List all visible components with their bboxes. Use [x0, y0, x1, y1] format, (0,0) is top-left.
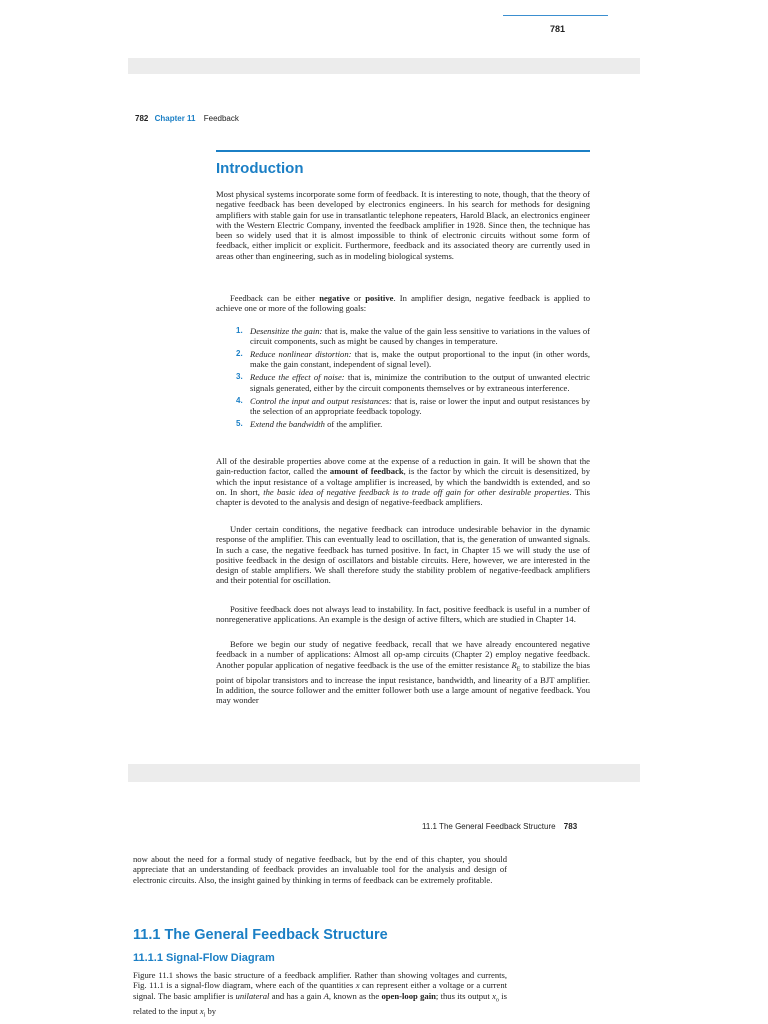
section-title: 11.1 The General Feedback Structure	[422, 822, 556, 831]
page-number: 783	[563, 822, 578, 831]
item-text: that is, make the output proportional to the input (in other words, make the gain constant, independent of signal level).	[250, 349, 591, 370]
emphasis-text: the basic idea of negative feedback is to trade off gain for other desirable properties	[263, 486, 570, 497]
item-number: 2.	[236, 349, 243, 359]
paragraph-text: Most physical systems incorporate some form of feedback. It is interesting to note, though, that the theory of negative feedback has been developed by electronics engineers. In his search for methods for designing amplifiers with stable gain for use in transatlantic telephone repeaters, Harold Black, an electronics engineer with the Western Electric Company, invented the feedback amplifier in 1928. Since then, the technique has been so widely used that it is almost impossible to think of electronic circuits without some form of feedback, either implicit or explicit. Furthermore, feedback and its associated theory are currently used in areas other than engineering, such as in modeling biological systems.	[216, 189, 590, 261]
item-term: Extend the bandwidth	[250, 418, 325, 429]
item-term: Control the input and output resistances:	[250, 395, 392, 406]
emphasis-unilateral: unilateral	[235, 990, 270, 1001]
goals-list	[236, 326, 590, 432]
paragraph-text: now about the need for a formal study of negative feedback, but by the end of this chapter, you should appreciate that an understanding of feedback provides an invaluable tool for the analysis and design of electronic circuits. Also, the insight gained by thinking in terms of feedback can be extremely profitable.	[133, 854, 507, 885]
paragraph-text: Under certain conditions, the negative feedback can introduce undesirable behavior in the dynamic response of the amplifier. This can eventually lead to oscillation, that is, the generation of unwanted signals. In such a case, the negative feedback has turned positive. In fact, in Chapter 15 we will study the use of positive feedback in the design of oscillators and bistable circuits. Here, however, we are interested in the design of stable amplifiers. We shall therefore study the stability problem of negative-feedback amplifiers and their potential for oscillation.	[216, 524, 590, 586]
item-text: that is, make the value of the gain less sensitive to variations in the values of circuit components, such as might be caused by changes in temperature.	[250, 326, 590, 347]
page-gap	[128, 764, 640, 782]
list-item	[236, 349, 590, 370]
item-number: 5.	[236, 418, 243, 428]
page-top-rule	[503, 15, 608, 16]
list-item	[236, 326, 590, 347]
page-number: 781	[550, 24, 566, 34]
paragraph-signal-flow	[133, 970, 507, 1021]
text: , known as the	[328, 990, 382, 1001]
term-negative: negative	[319, 293, 350, 303]
page-number: 782	[135, 114, 149, 123]
list-item	[236, 419, 590, 429]
text: , is the factor by which the circuit is desensitized, by which the input resistance of a voltage amplifier is increased, by which the bandwidth is extended, and so on. In short,	[216, 466, 590, 497]
subscript: o	[495, 997, 499, 1004]
running-header	[135, 114, 239, 123]
text: . In amplifier design, negative feedback is applied to achieve one or more of the following goals:	[216, 293, 590, 314]
item-number: 4.	[236, 395, 243, 405]
subsection-heading: 11.1.1 Signal-Flow Diagram	[133, 952, 275, 964]
item-term: Reduce nonlinear distortion:	[250, 349, 352, 360]
section-rule	[216, 150, 590, 152]
paragraph-5	[216, 604, 590, 625]
paragraph-4	[216, 524, 590, 586]
paragraph-1	[216, 189, 590, 261]
chapter-title: Feedback	[203, 114, 239, 123]
item-number: 1.	[236, 326, 243, 335]
text: to stabilize the bias point of bipolar transistors and to increase the input resistance, bandwidth, and linearity of a BJT amplifier. In addition, the source follower and the emitter follower both use a large amount of negative feedback. You may wonder	[216, 659, 590, 706]
item-number: 3.	[236, 372, 243, 382]
term-amount-of-feedback: amount of feedback	[329, 466, 404, 477]
chapter-label: Chapter 11	[154, 114, 196, 123]
list-item	[236, 396, 590, 417]
text: ; thus its output	[435, 990, 493, 1001]
variable-xo: x	[492, 990, 496, 1001]
variable-xi: x	[199, 1005, 204, 1016]
paragraph-3	[216, 456, 590, 507]
variable-x: x	[355, 980, 360, 991]
item-term: Reduce the effect of noise:	[250, 372, 345, 383]
page-gap	[128, 58, 640, 74]
item-text: that is, minimize the contribution to the output of unwanted electric signals generated, either by the circuit components themselves or by extraneous interference.	[250, 372, 590, 393]
item-text: that is, raise or lower the input and output resistances by the selection of an appropriate feedback topology.	[250, 395, 591, 416]
paragraph-2	[216, 293, 590, 314]
text: Before we begin our study of negative feedback, recall that we have already encountered negative feedback in a number of applications: Almost all op-amp circuits (Chapter 2) employ negative feedback. Another popular application of negative feedback is the use of the emitter resistance	[216, 639, 590, 670]
paragraph-continued	[133, 854, 507, 885]
item-text: of the amplifier.	[324, 418, 383, 429]
text: . This chapter is devoted to the analysis and design of negative-feedback amplifiers.	[216, 486, 590, 508]
text: and has a gain	[269, 990, 324, 1001]
subscript: E	[516, 666, 521, 673]
text: by	[205, 1005, 217, 1016]
text: can represent either a voltage or a current signal. The basic amplifier is	[133, 980, 507, 1001]
text: Feedback can be either	[230, 293, 320, 303]
subscript: i	[203, 1012, 206, 1019]
text: Figure 11.1 shows the basic structure of a feedback amplifier. Rather than showing voltages and currents, Fig. 11.1 is a signal-flow diagram, where each of the quantities	[133, 970, 507, 991]
running-header	[422, 822, 577, 831]
list-item	[236, 372, 590, 393]
paragraph-text: Positive feedback does not always lead to instability. In fact, positive feedback is useful in a number of nonregenerative applications. An example is the design of active filters, which are studied in Chapter 14.	[216, 604, 590, 625]
section-title: Introduction	[216, 160, 304, 177]
text: is related to the input	[133, 990, 508, 1016]
term-positive: positive	[365, 293, 394, 303]
variable-A: A	[323, 990, 329, 1001]
term-open-loop-gain: open-loop gain	[381, 990, 436, 1001]
variable-R: R	[511, 659, 517, 670]
section-heading: 11.1 The General Feedback Structure	[133, 927, 388, 943]
paragraph-6	[216, 639, 590, 706]
text: or	[349, 293, 366, 303]
text: All of the desirable properties above come at the expense of a reduction in gain. It will be shown that the gain-reduction factor, called the	[216, 456, 590, 477]
item-term: Desensitize the gain:	[250, 326, 323, 336]
